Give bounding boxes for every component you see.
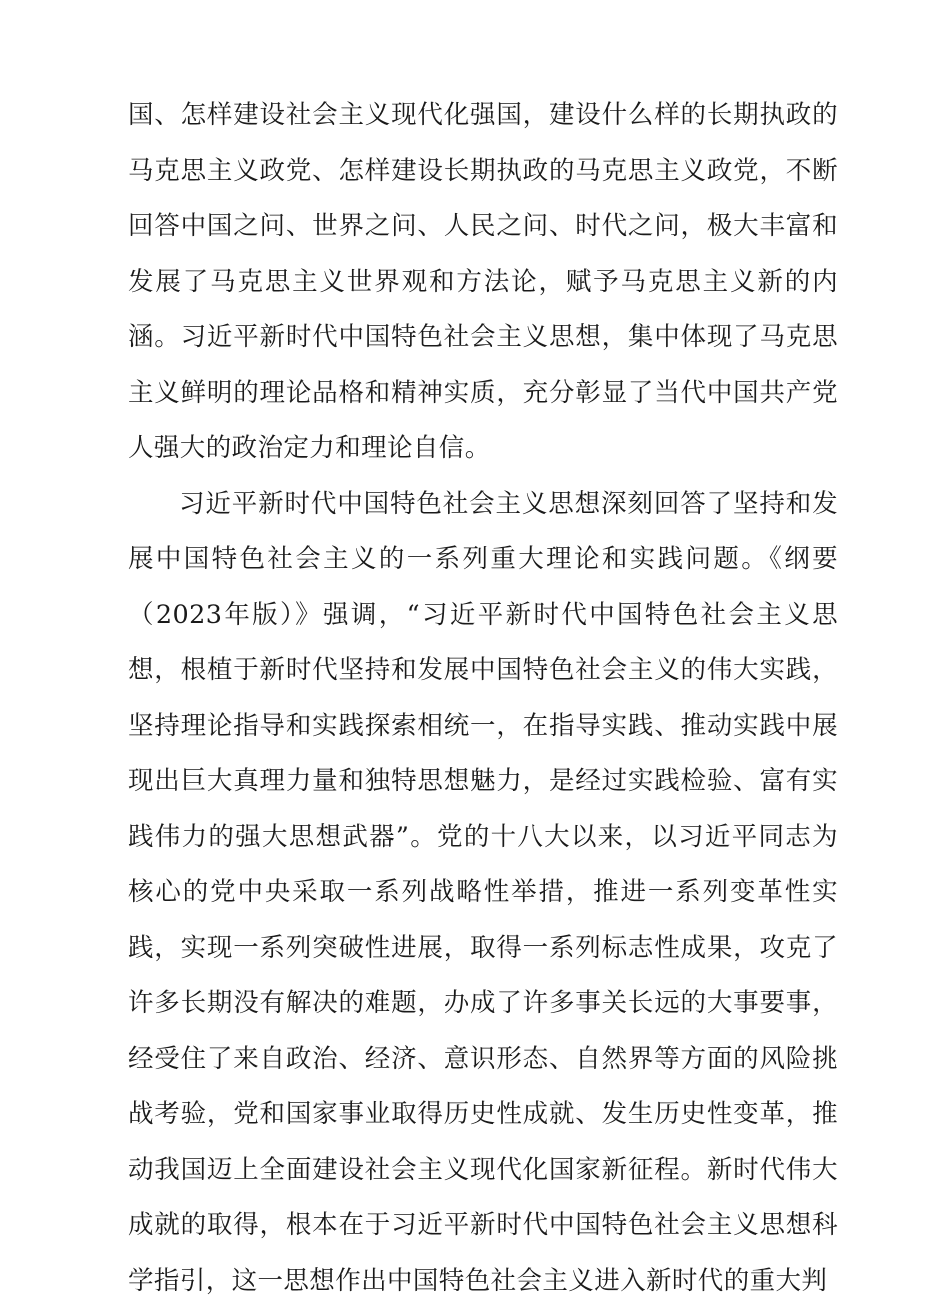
paragraph-continuation: 国、怎样建设社会主义现代化强国，建设什么样的长期执政的马克思主义政党、怎样建设长期执政的马克思主义政党，不断回答中国之问、世界之问、人民之问、时代之问，极大丰富和发展了马克思主义世界观和方法论，赋予马克思主义新的内涵。习近平新时代中国特色社会主义思想，集中体现了马克思主义鲜明的理论品格和精神实质，充分彰显了当代中国共产党人强大的政治定力和理论自信。 <box>128 88 838 477</box>
paragraph-second: 习近平新时代中国特色社会主义思想深刻回答了坚持和发展中国特色社会主义的一系列重大理论和实践问题。《纲要（2023年版）》强调，“习近平新时代中国特色社会主义思想，根植于新时代坚持和发展中国特色社会主义的伟大实践，坚持理论指导和实践探索相统一，在指导实践、推动实践中展现出巨大真理力量和独特思想魅力，是经过实践检验、富有实践伟力的强大思想武器”。党的十八大以来，以习近平同志为核心的党中央采取一系列战略性举措，推进一系列变革性实践，实现一系列突破性进展，取得一系列标志性成果，攻克了许多长期没有解决的难题，办成了许多事关长远的大事要事，经受住了来自政治、经济、意识形态、自然界等方面的风险挑战考验，党和国家事业取得历史性成就、发生历史性变革，推动我国迈上全面建设社会主义现代化国家新征程。新时代伟大成就的取得，根本在于习近平新时代中国特色社会主义思想科学指引，这一思想作出中国特色社会主义进入新时代的重大判 <box>128 477 838 1309</box>
document-body <box>128 88 838 1309</box>
